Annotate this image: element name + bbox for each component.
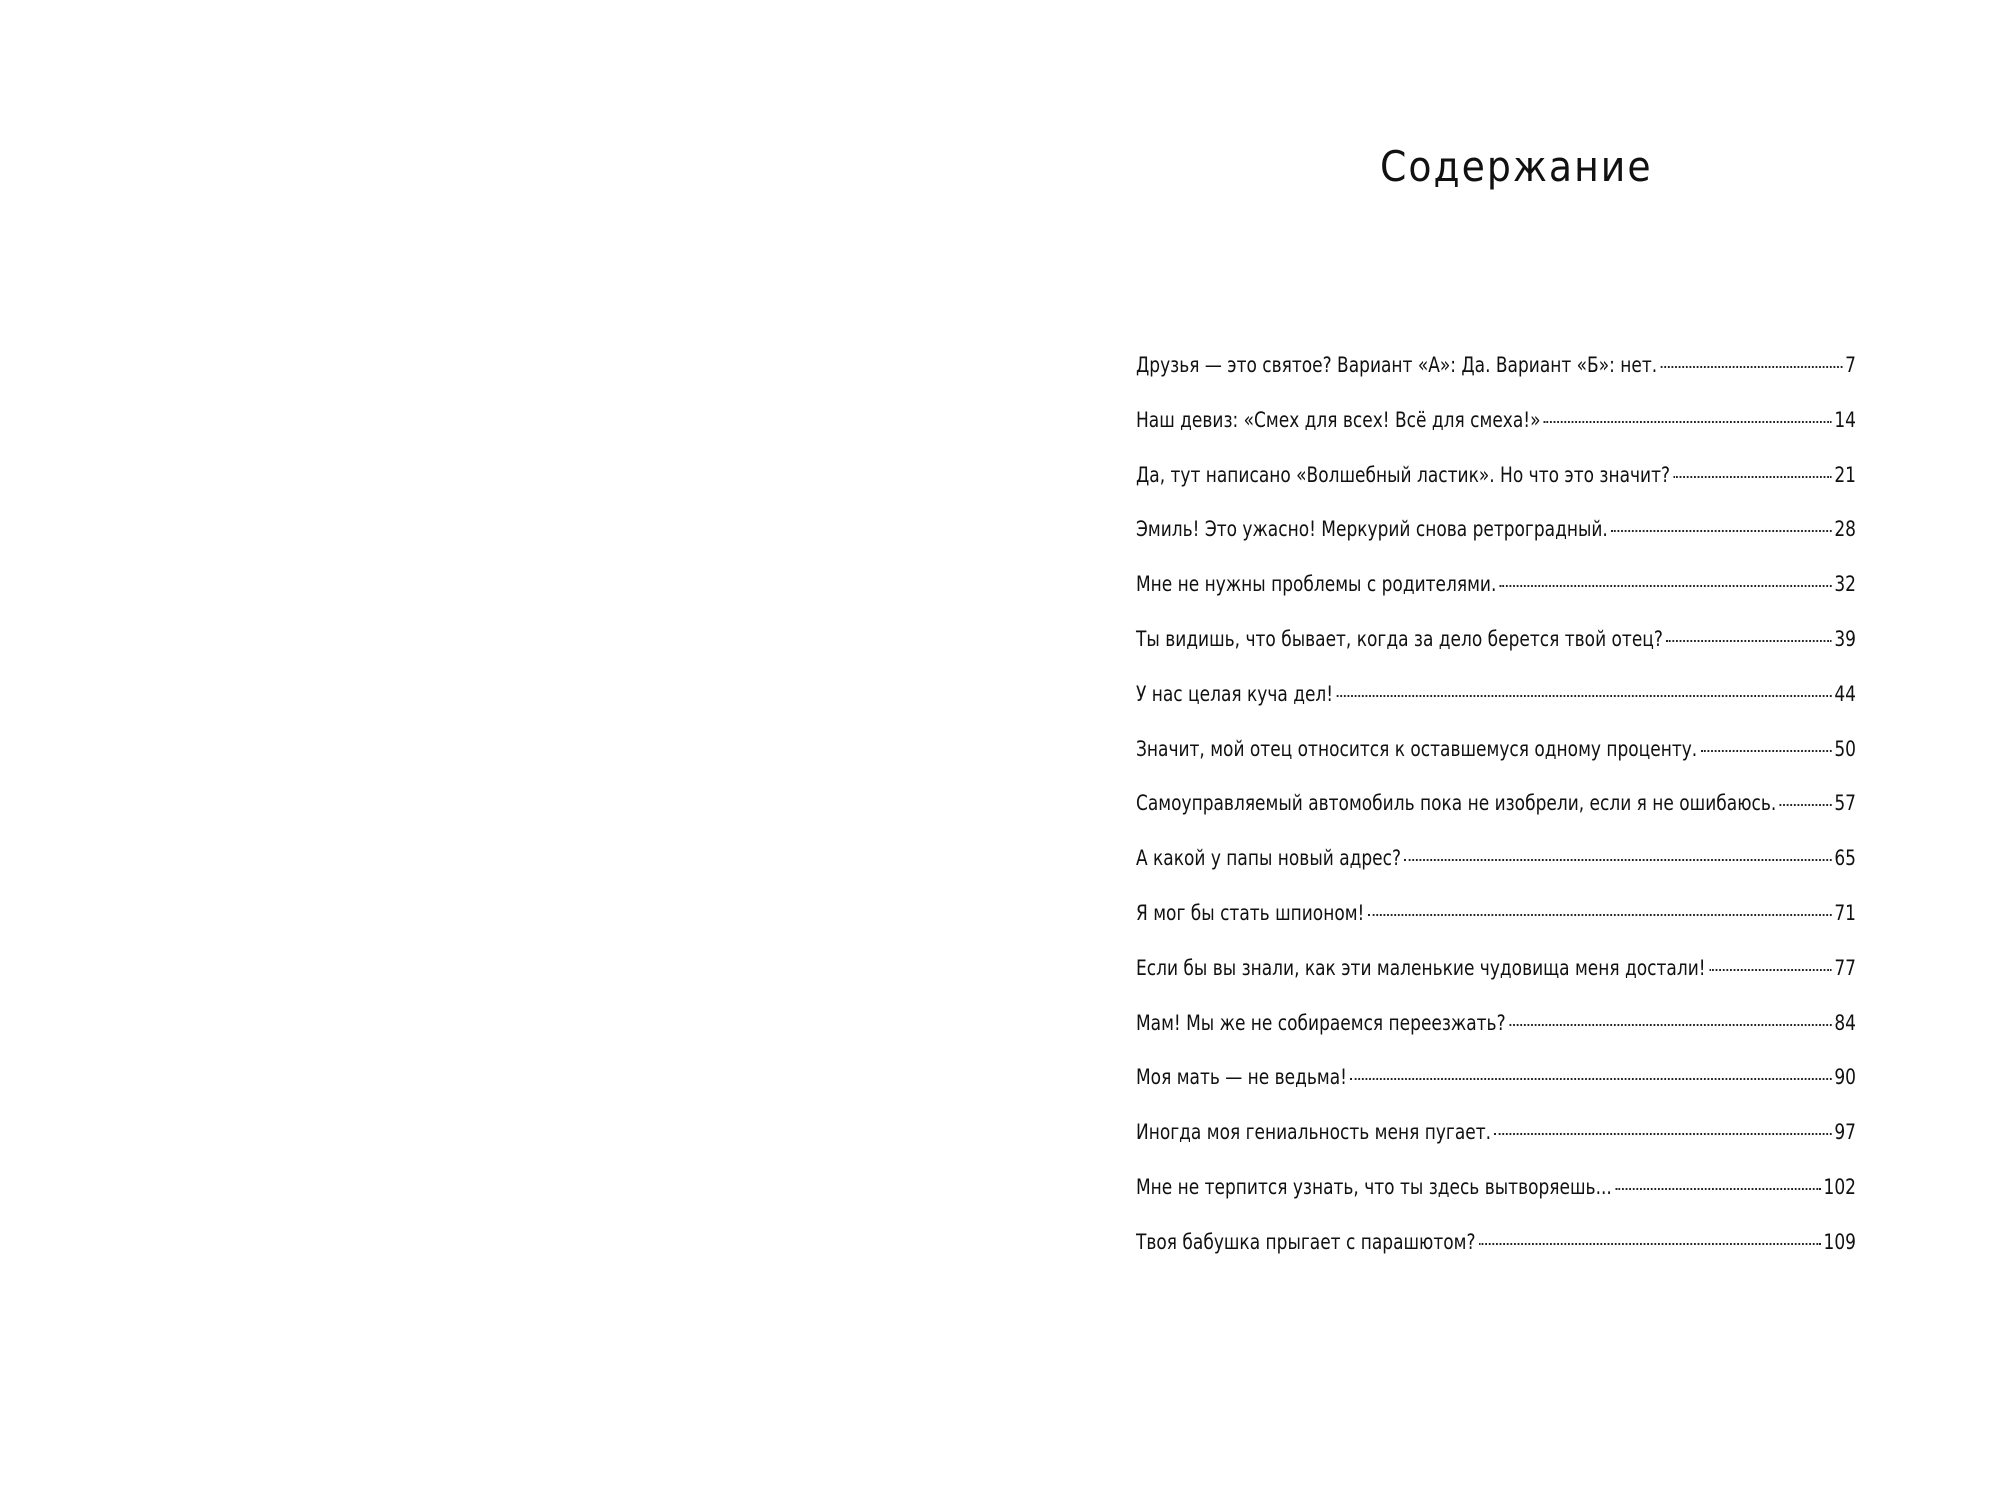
toc-entry-page-number: 90 — [1834, 1065, 1856, 1090]
dot-leader — [1405, 859, 1832, 861]
toc-entry-page-number: 39 — [1834, 626, 1856, 651]
toc-entry-page-number: 65 — [1834, 846, 1856, 871]
toc-entry-title: Друзья — это святое? Вариант «А»: Да. Вариант «Б»: нет. — [1136, 353, 1658, 377]
dot-leader — [1780, 804, 1832, 806]
toc-entry-title: Мне не нужны проблемы с родителями. — [1136, 572, 1497, 597]
toc-entry[interactable] — [1136, 736, 1856, 791]
toc-entry-page-number: 77 — [1834, 955, 1856, 980]
toc-entry-title: Мам! Мы же не собираемся переезжать? — [1136, 1010, 1506, 1035]
toc-entry-page-number: 44 — [1834, 681, 1856, 706]
dot-leader — [1500, 585, 1832, 587]
toc-entry-title: Ты видишь, что бывает, когда за дело берется твой отец? — [1136, 626, 1663, 651]
toc-entry-title: Твоя бабушка прыгает с парашютом? — [1136, 1229, 1476, 1254]
toc-entry-title: А какой у папы новый адрес? — [1136, 846, 1402, 871]
toc-entry-title: Моя мать — не ведьма! — [1136, 1065, 1347, 1090]
dot-leader — [1661, 366, 1843, 368]
toc-entry-page-number: 14 — [1834, 407, 1856, 432]
dot-leader — [1351, 1078, 1832, 1080]
toc-entry-title: У нас целая куча дел! — [1136, 681, 1334, 706]
toc-title: Содержание — [1380, 142, 1653, 191]
toc-entry-title: Эмиль! Это ужасно! Меркурий снова ретроградный. — [1136, 517, 1608, 542]
toc-entry[interactable] — [1136, 516, 1856, 571]
toc-entry[interactable] — [1136, 462, 1856, 517]
dot-leader — [1337, 695, 1832, 697]
dot-leader — [1674, 476, 1832, 478]
toc-entry-page-number: 109 — [1823, 1229, 1856, 1254]
toc-entry[interactable] — [1136, 1119, 1856, 1174]
toc-entry[interactable] — [1136, 626, 1856, 681]
toc-entry[interactable] — [1136, 1064, 1856, 1119]
toc-entry-title: Если бы вы знали, как эти маленькие чудовища меня достали! — [1136, 955, 1706, 980]
toc-entry[interactable] — [1136, 790, 1856, 845]
toc-entry-page-number: 28 — [1834, 517, 1856, 542]
toc-entry-page-number: 57 — [1834, 791, 1856, 816]
dot-leader — [1479, 1243, 1821, 1245]
dot-leader — [1495, 1133, 1832, 1135]
table-of-contents — [1136, 352, 1856, 1284]
toc-entry[interactable] — [1136, 955, 1856, 1010]
toc-entry[interactable] — [1136, 1229, 1856, 1284]
dot-leader — [1611, 530, 1831, 532]
toc-entry-title: Значит, мой отец относится к оставшемуся одному проценту. — [1136, 736, 1698, 761]
toc-entry-title: Иногда моя гениальность меня пугает. — [1136, 1120, 1492, 1145]
toc-entry-page-number: 21 — [1834, 462, 1856, 487]
dot-leader — [1509, 1024, 1831, 1026]
dot-leader — [1615, 1188, 1820, 1190]
toc-entry-title: Наш девиз: «Смех для всех! Всё для смеха!» — [1136, 407, 1541, 432]
dot-leader — [1666, 640, 1831, 642]
toc-entry[interactable] — [1136, 1010, 1856, 1065]
toc-entry-page-number: 102 — [1823, 1174, 1856, 1199]
toc-entry[interactable] — [1136, 1174, 1856, 1229]
toc-entry-page-number: 7 — [1845, 353, 1856, 377]
toc-entry[interactable] — [1136, 407, 1856, 462]
toc-entry[interactable] — [1136, 352, 1856, 407]
toc-entry[interactable] — [1136, 845, 1856, 900]
dot-leader — [1701, 750, 1832, 752]
toc-entry[interactable] — [1136, 681, 1856, 736]
toc-entry-page-number: 32 — [1834, 572, 1856, 597]
toc-entry-title: Я мог бы стать шпионом! — [1136, 900, 1365, 925]
toc-entry[interactable] — [1136, 571, 1856, 626]
toc-entry-title: Да, тут написано «Волшебный ластик». Но что это значит? — [1136, 462, 1671, 487]
toc-entry[interactable] — [1136, 900, 1856, 955]
toc-entry-title: Самоуправляемый автомобиль пока не изобрели, если я не ошибаюсь. — [1136, 791, 1777, 816]
toc-entry-page-number: 71 — [1834, 900, 1856, 925]
dot-leader — [1368, 914, 1832, 916]
dot-leader — [1709, 969, 1831, 971]
toc-entry-page-number: 84 — [1834, 1010, 1856, 1035]
toc-entry-title: Мне не терпится узнать, что ты здесь вытворяешь... — [1136, 1174, 1612, 1199]
toc-entry-page-number: 97 — [1834, 1120, 1856, 1145]
dot-leader — [1544, 421, 1832, 423]
toc-entry-page-number: 50 — [1834, 736, 1856, 761]
